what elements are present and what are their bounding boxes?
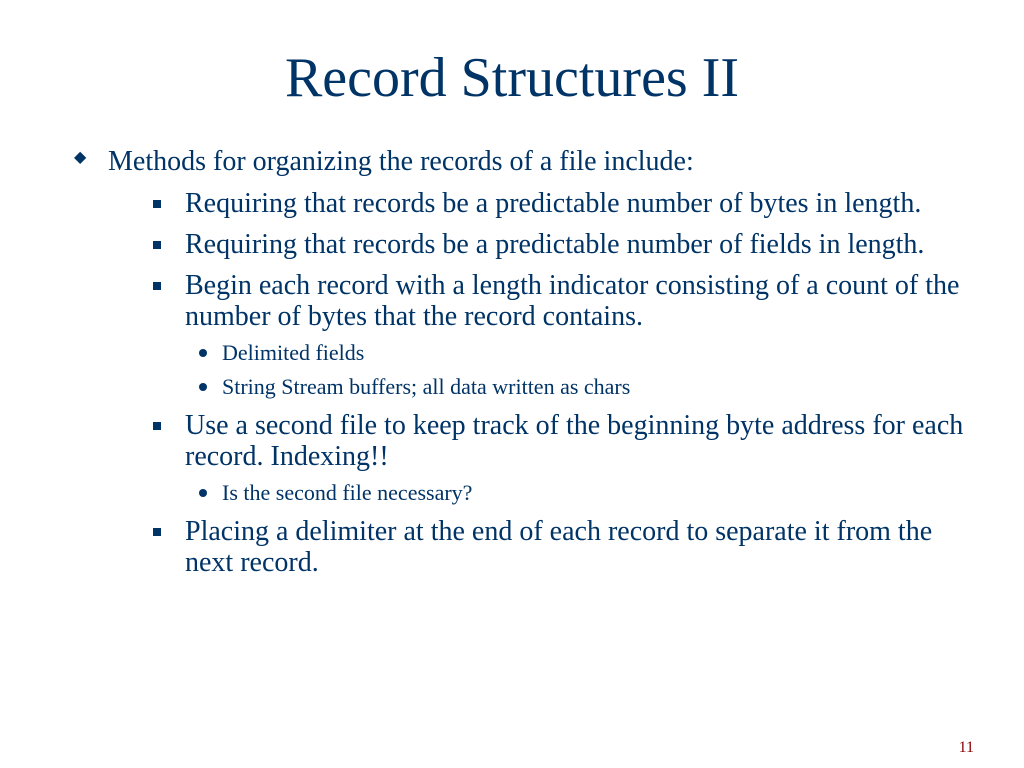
list-item-text: Requiring that records be a predictable number of bytes in length. bbox=[185, 188, 922, 219]
list-item-text: Begin each record with a length indicator consisting of a count of the number of bytes that the record contains. bbox=[185, 270, 960, 332]
square-bullet-icon bbox=[153, 528, 161, 536]
list-item bbox=[153, 270, 985, 332]
dot-bullet-icon bbox=[199, 349, 207, 357]
slide-title: Record Structures II bbox=[284, 47, 740, 109]
list-item bbox=[153, 188, 985, 219]
list-item-text: Requiring that records be a predictable number of fields in length. bbox=[185, 229, 925, 260]
sub-list-item bbox=[198, 340, 974, 366]
sub-list-item-text: Is the second file necessary? bbox=[222, 480, 473, 505]
square-bullet-icon bbox=[153, 241, 161, 249]
sub-list-item bbox=[198, 480, 974, 506]
square-bullet-icon bbox=[153, 282, 161, 290]
dot-bullet-icon bbox=[199, 489, 207, 497]
intro-text: Methods for organizing the records of a file include: bbox=[108, 146, 694, 177]
level1-item bbox=[74, 146, 974, 178]
slide-body bbox=[74, 146, 974, 578]
sub-list-item-text: Delimited fields bbox=[222, 340, 365, 365]
page-number: 11 bbox=[958, 739, 974, 756]
list-item bbox=[153, 516, 985, 578]
sub-list-item bbox=[198, 374, 974, 400]
list-item-text: Placing a delimiter at the end of each record to separate it from the next record. bbox=[185, 516, 933, 578]
sub-list-item-text: String Stream buffers; all data written as chars bbox=[222, 374, 631, 399]
square-bullet-icon bbox=[153, 422, 161, 430]
list-item bbox=[153, 229, 985, 260]
list-item bbox=[153, 410, 985, 472]
diamond-bullet-icon: ◆ bbox=[74, 149, 87, 166]
dot-bullet-icon bbox=[199, 383, 207, 391]
square-bullet-icon bbox=[153, 200, 161, 208]
list-item-text: Use a second file to keep track of the beginning byte address for each record. Indexing!! bbox=[185, 410, 964, 472]
